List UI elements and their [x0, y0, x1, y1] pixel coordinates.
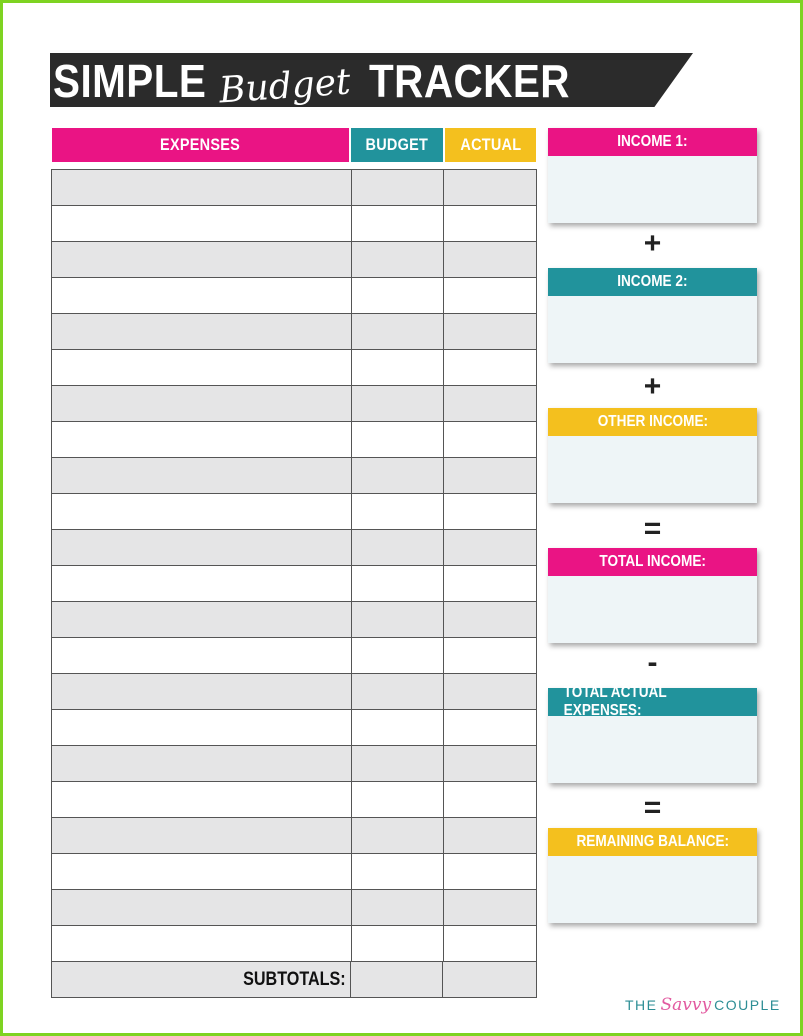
- budget-cell[interactable]: [352, 818, 444, 853]
- income-box-label: REMAINING BALANCE:: [548, 828, 757, 856]
- table-row: [52, 170, 536, 206]
- subtotal-label: SUBTOTALS:: [52, 962, 351, 997]
- income-box[interactable]: [548, 408, 757, 503]
- expense-cell[interactable]: [52, 494, 352, 529]
- income-box-label: INCOME 2:: [548, 268, 757, 296]
- income-box[interactable]: [548, 128, 757, 223]
- actual-cell[interactable]: [444, 314, 536, 349]
- title-word-budget: Budget: [217, 60, 353, 112]
- expense-cell[interactable]: [52, 818, 352, 853]
- expense-cell[interactable]: [52, 170, 352, 205]
- actual-cell[interactable]: [444, 206, 536, 241]
- actual-cell[interactable]: [444, 818, 536, 853]
- expense-cell[interactable]: [52, 386, 352, 421]
- expense-cell[interactable]: [52, 890, 352, 925]
- budget-cell[interactable]: [352, 350, 444, 385]
- expense-cell[interactable]: [52, 566, 352, 601]
- actual-cell[interactable]: [444, 710, 536, 745]
- actual-cell[interactable]: [444, 386, 536, 421]
- expense-cell[interactable]: [52, 530, 352, 565]
- expense-cell[interactable]: [52, 602, 352, 637]
- expense-cell[interactable]: [52, 278, 352, 313]
- expense-table: [51, 169, 537, 998]
- budget-subtotal-cell[interactable]: [351, 962, 443, 997]
- budget-cell[interactable]: [352, 530, 444, 565]
- budget-cell[interactable]: [352, 710, 444, 745]
- budget-cell[interactable]: [352, 890, 444, 925]
- actual-cell[interactable]: [444, 494, 536, 529]
- page-title: [53, 51, 597, 111]
- table-row: [52, 206, 536, 242]
- actual-cell[interactable]: [444, 242, 536, 277]
- income-box-label: INCOME 1:: [548, 128, 757, 156]
- actual-cell[interactable]: [444, 566, 536, 601]
- actual-cell[interactable]: [444, 746, 536, 781]
- expense-cell[interactable]: [52, 350, 352, 385]
- operator-symbol: +: [643, 370, 662, 403]
- expense-cell[interactable]: [52, 782, 352, 817]
- table-row: [52, 746, 536, 782]
- table-row: [52, 278, 536, 314]
- income-box[interactable]: [548, 684, 757, 783]
- budget-header: BUDGET: [351, 128, 443, 162]
- expense-cell[interactable]: [52, 314, 352, 349]
- actual-cell[interactable]: [444, 422, 536, 457]
- budget-cell[interactable]: [352, 638, 444, 673]
- table-row: [52, 818, 536, 854]
- expense-cell[interactable]: [52, 458, 352, 493]
- budget-cell[interactable]: [352, 206, 444, 241]
- brand-logo: THE Savvy COUPLE: [625, 995, 781, 1015]
- budget-cell[interactable]: [352, 746, 444, 781]
- budget-cell[interactable]: [352, 602, 444, 637]
- actual-cell[interactable]: [444, 926, 536, 961]
- actual-cell[interactable]: [444, 782, 536, 817]
- budget-cell[interactable]: [352, 566, 444, 601]
- actual-cell[interactable]: [444, 350, 536, 385]
- actual-cell[interactable]: [444, 638, 536, 673]
- table-row: [52, 782, 536, 818]
- title-word-simple: SIMPLE: [53, 55, 207, 107]
- budget-cell[interactable]: [352, 422, 444, 457]
- actual-cell[interactable]: [444, 674, 536, 709]
- expense-cell[interactable]: [52, 854, 352, 889]
- actual-cell[interactable]: [444, 458, 536, 493]
- expense-cell[interactable]: [52, 242, 352, 277]
- expense-cell[interactable]: [52, 674, 352, 709]
- table-row: [52, 494, 536, 530]
- actual-subtotal-cell[interactable]: [443, 962, 535, 997]
- income-box[interactable]: [548, 828, 757, 923]
- table-row: [52, 350, 536, 386]
- budget-cell[interactable]: [352, 674, 444, 709]
- expense-cell[interactable]: [52, 926, 352, 961]
- actual-cell[interactable]: [444, 602, 536, 637]
- income-box-label: OTHER INCOME:: [548, 408, 757, 436]
- table-row: [52, 566, 536, 602]
- budget-cell[interactable]: [352, 170, 444, 205]
- budget-cell[interactable]: [352, 458, 444, 493]
- expense-cell[interactable]: [52, 746, 352, 781]
- expense-cell[interactable]: [52, 422, 352, 457]
- table-row: [52, 926, 536, 962]
- table-row: [52, 530, 536, 566]
- table-row: [52, 314, 536, 350]
- table-row: [52, 242, 536, 278]
- table-row: [52, 422, 536, 458]
- income-box[interactable]: [548, 548, 757, 643]
- subtotal-row: [52, 962, 536, 998]
- budget-cell[interactable]: [352, 926, 444, 961]
- table-row: [52, 602, 536, 638]
- actual-cell[interactable]: [444, 890, 536, 925]
- table-row: [52, 458, 536, 494]
- budget-cell[interactable]: [352, 386, 444, 421]
- budget-cell[interactable]: [352, 314, 444, 349]
- actual-cell[interactable]: [444, 854, 536, 889]
- budget-cell[interactable]: [352, 242, 444, 277]
- expenses-header: EXPENSES: [52, 128, 349, 162]
- budget-cell[interactable]: [352, 278, 444, 313]
- expense-cell[interactable]: [52, 710, 352, 745]
- table-row: [52, 674, 536, 710]
- title-word-tracker: TRACKER: [368, 55, 570, 107]
- actual-header: ACTUAL: [445, 128, 536, 162]
- budget-cell[interactable]: [352, 494, 444, 529]
- expense-cell[interactable]: [52, 638, 352, 673]
- income-box-label: TOTAL INCOME:: [548, 548, 757, 576]
- table-row: [52, 638, 536, 674]
- operator-symbol: =: [643, 512, 662, 545]
- budget-cell[interactable]: [352, 854, 444, 889]
- table-row: [52, 854, 536, 890]
- expense-cell[interactable]: [52, 206, 352, 241]
- table-row: [52, 386, 536, 422]
- actual-cell[interactable]: [444, 278, 536, 313]
- actual-cell[interactable]: [444, 530, 536, 565]
- income-box[interactable]: [548, 268, 757, 363]
- operator-symbol: =: [643, 791, 662, 824]
- income-box-label: TOTAL ACTUAL EXPENSES:: [548, 688, 757, 716]
- operator-symbol: -: [647, 646, 658, 679]
- operator-symbol: +: [643, 227, 662, 260]
- table-row: [52, 710, 536, 746]
- table-row: [52, 890, 536, 926]
- actual-cell[interactable]: [444, 170, 536, 205]
- budget-cell[interactable]: [352, 782, 444, 817]
